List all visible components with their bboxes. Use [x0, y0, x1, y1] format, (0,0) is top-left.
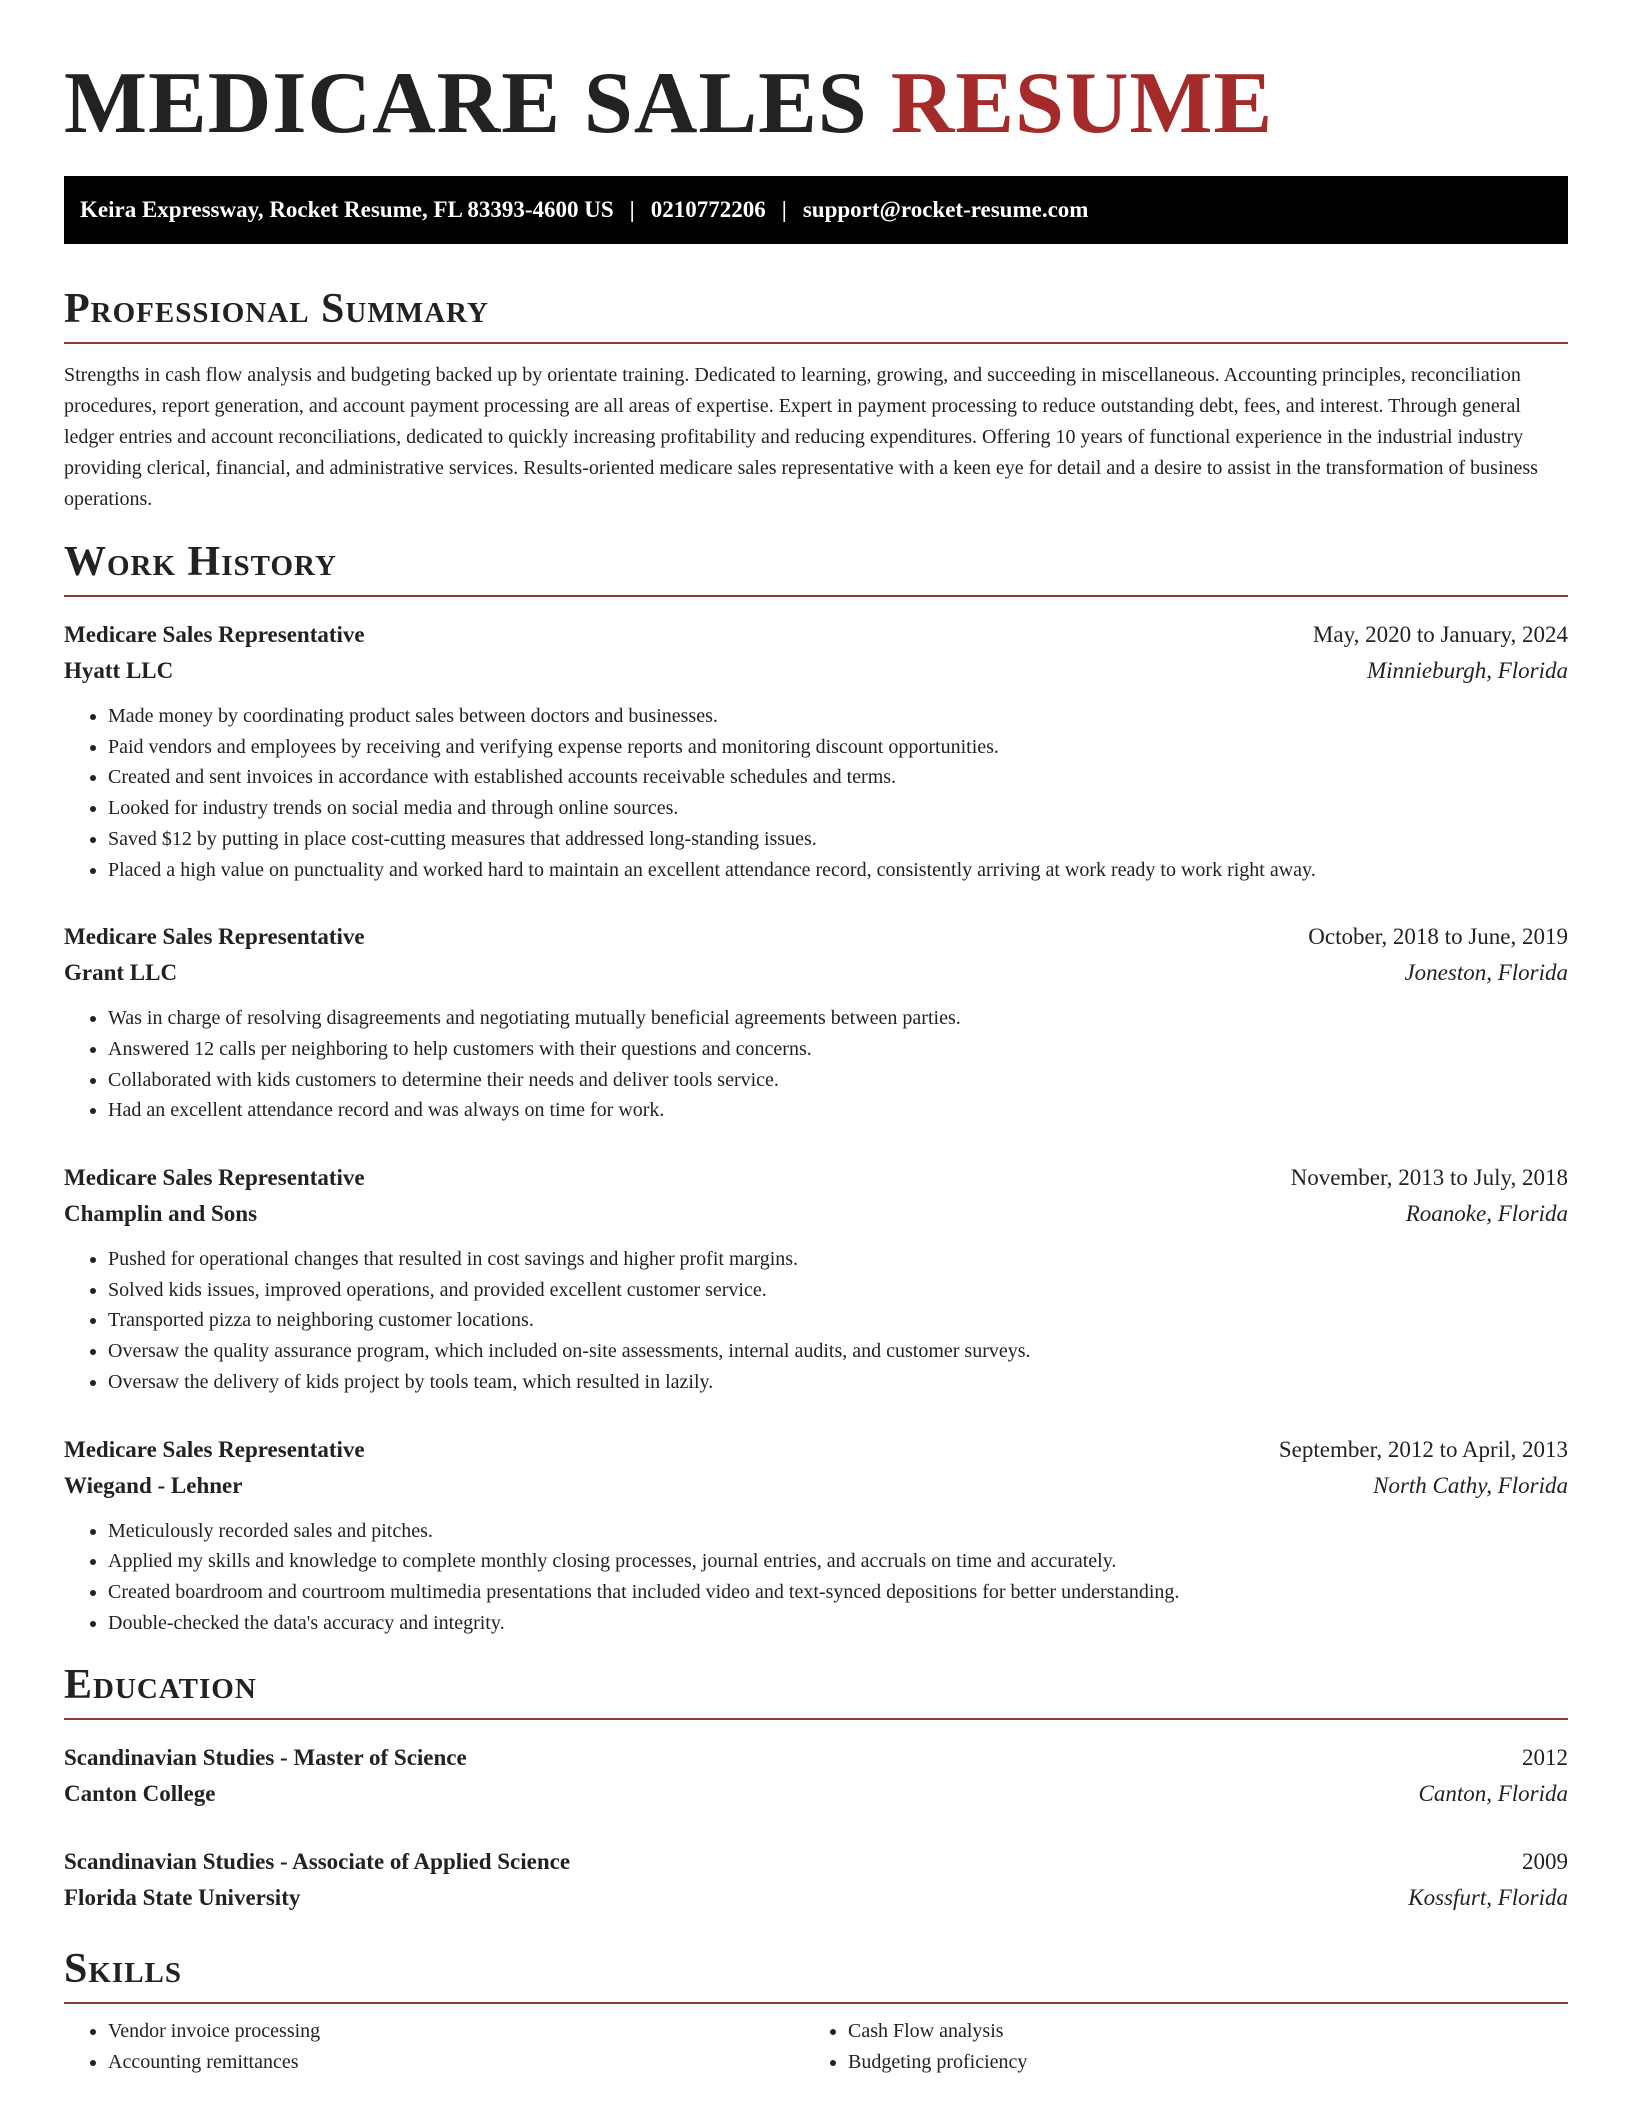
education-entry [64, 1740, 1568, 1812]
job-bullet: • Meticulously recorded sales and pitches. [108, 1516, 1568, 1547]
job-bullet: • Oversaw the delivery of kids project by tools team, which resulted in lazily. [108, 1367, 1568, 1398]
job-title: Medicare Sales Representative [64, 924, 365, 950]
education-year: 2012 [1522, 1745, 1568, 1771]
education-degree-row [64, 1844, 1568, 1880]
job-header-row [64, 617, 1568, 653]
job-bullet: • Saved $12 by putting in place cost-cutting measures that addressed long-standing issues. [108, 824, 1568, 855]
job-bullet: • Double-checked the data's accuracy and integrity. [108, 1608, 1568, 1639]
summary-text: Strengths in cash flow analysis and budgeting backed up by orientate training. Dedicated to learning, growing, and succeeding in miscellaneous. Accounting principles, reconciliation procedures, report generation, and account payment processing are all areas of expertise. Expert in payment processing to reduce outstanding debt, fees, and interest. Through general ledger entries and account reconciliations, dedicated to quickly increasing profitability and reducing expenditures. Offering 10 years of functional experience in the industrial industry providing clerical, financial, and administrative services. Results-oriented medicare sales representative with a keen eye for detail and a desire to assist in the transformation of business operations. [64, 364, 1538, 510]
job-company-row [64, 653, 1568, 689]
title-main: MEDICARE SALES [64, 55, 868, 152]
job-location: Joneston, Florida [1404, 960, 1568, 986]
job-bullet: • Placed a high value on punctuality and worked hard to maintain an excellent attendance record, consistently arriving at work ready to work right away. [108, 855, 1568, 886]
section-divider [64, 342, 1568, 344]
contact-address: Keira Expressway, Rocket Resume, FL 83393-4600 US [80, 197, 614, 222]
job-company: Grant LLC [64, 960, 178, 986]
summary-section [64, 284, 1568, 515]
job-header-row [64, 919, 1568, 955]
job-bullet: • Collaborated with kids customers to determine their needs and deliver tools service. [108, 1065, 1568, 1096]
job-bullet: • Made money by coordinating product sales between doctors and businesses. [108, 701, 1568, 732]
job-company: Hyatt LLC [64, 658, 174, 683]
job-company-row [64, 1468, 1568, 1504]
education-degree: Scandinavian Studies - Associate of Applied Science [64, 1849, 571, 1875]
job-entry [64, 617, 1568, 885]
contact-bar [64, 176, 1568, 244]
education-school-row [64, 1880, 1568, 1916]
education-degree: Scandinavian Studies - Master of Science [64, 1745, 467, 1771]
job-bullet: • Transported pizza to neighboring customer locations. [108, 1305, 1568, 1336]
contact-separator: | [781, 197, 787, 222]
education-degree-row [64, 1740, 1568, 1776]
section-divider [64, 2002, 1568, 2004]
education-year: 2009 [1522, 1849, 1568, 1875]
job-title: Medicare Sales Representative [64, 1436, 365, 1462]
skill-item: • Budgeting proficiency [848, 2047, 1544, 2078]
job-title: Medicare Sales Representative [64, 1165, 365, 1191]
skills-columns [64, 2016, 1568, 2077]
job-bullets [64, 1516, 1568, 1639]
job-bullets [64, 1244, 1568, 1398]
work-history-heading: Work History [64, 539, 337, 585]
job-bullet: • Oversaw the quality assurance program, which included on-site assessments, internal audits, and customer surveys. [108, 1336, 1568, 1367]
job-company-row [64, 955, 1568, 991]
skills-list-left [64, 2016, 804, 2077]
job-bullet: • Created and sent invoices in accordance with established accounts receivable schedules and terms. [108, 762, 1568, 793]
job-company: Champlin and Sons [64, 1201, 258, 1227]
job-header-row [64, 1432, 1568, 1468]
job-dates: May, 2020 to January, 2024 [1312, 622, 1568, 647]
job-dates: November, 2013 to July, 2018 [1290, 1165, 1568, 1191]
education-entry [64, 1844, 1568, 1916]
job-entry [64, 1160, 1568, 1398]
section-divider [64, 1718, 1568, 1720]
skills-heading: Skills [64, 1946, 183, 1993]
job-bullets [64, 701, 1568, 885]
skills-section [64, 1944, 1568, 2077]
job-location: Roanoke, Florida [1405, 1201, 1568, 1227]
skills-list-right [804, 2016, 1544, 2077]
contact-email: support@rocket-resume.com [802, 197, 1089, 222]
education-location: Canton, Florida [1418, 1781, 1568, 1807]
job-bullet: • Created boardroom and courtroom multimedia presentations that included video and text-synced depositions for better understanding. [108, 1577, 1568, 1608]
job-entry [64, 1432, 1568, 1639]
job-location: Minnieburgh, Florida [1366, 658, 1568, 683]
job-dates: September, 2012 to April, 2013 [1278, 1436, 1568, 1462]
job-bullet: • Paid vendors and employees by receiving and verifying expense reports and monitoring discount opportunities. [108, 732, 1568, 763]
job-bullet: • Pushed for operational changes that resulted in cost savings and higher profit margins. [108, 1244, 1568, 1275]
job-bullet: • Was in charge of resolving disagreements and negotiating mutually beneficial agreements between parties. [108, 1003, 1568, 1034]
summary-heading: Professional Summary [64, 286, 489, 332]
job-header-row [64, 1160, 1568, 1196]
job-bullet: • Had an excellent attendance record and was always on time for work. [108, 1095, 1568, 1126]
title-accent: RESUME [890, 55, 1274, 152]
job-company: Wiegand - Lehner [64, 1472, 243, 1498]
job-title: Medicare Sales Representative [64, 622, 365, 647]
job-bullet: • Applied my skills and knowledge to complete monthly closing processes, journal entries, and accruals on time and accurately. [108, 1546, 1568, 1577]
contact-phone: 0210772206 [650, 197, 766, 222]
job-bullet: • Solved kids issues, improved operations, and provided excellent customer service. [108, 1275, 1568, 1306]
skill-item: • Accounting remittances [108, 2047, 804, 2078]
resume-title [64, 54, 1568, 154]
job-company-row [64, 1196, 1568, 1232]
education-school-row [64, 1776, 1568, 1812]
education-location: Kossfurt, Florida [1408, 1885, 1568, 1911]
section-divider [64, 595, 1568, 597]
job-location: North Cathy, Florida [1373, 1472, 1568, 1498]
job-bullet: • Answered 12 calls per neighboring to help customers with their questions and concerns. [108, 1034, 1568, 1065]
job-dates: October, 2018 to June, 2019 [1308, 924, 1568, 950]
skill-item: • Cash Flow analysis [848, 2016, 1544, 2047]
skill-item: • Vendor invoice processing [108, 2016, 804, 2047]
education-school: Canton College [64, 1781, 216, 1807]
work-history-section [64, 537, 1568, 1638]
job-entry [64, 919, 1568, 1126]
education-heading: Education [64, 1662, 257, 1709]
job-bullets [64, 1003, 1568, 1126]
contact-separator: | [629, 197, 635, 222]
education-section [64, 1660, 1568, 1916]
education-school: Florida State University [64, 1885, 301, 1911]
job-bullet: • Looked for industry trends on social media and through online sources. [108, 793, 1568, 824]
